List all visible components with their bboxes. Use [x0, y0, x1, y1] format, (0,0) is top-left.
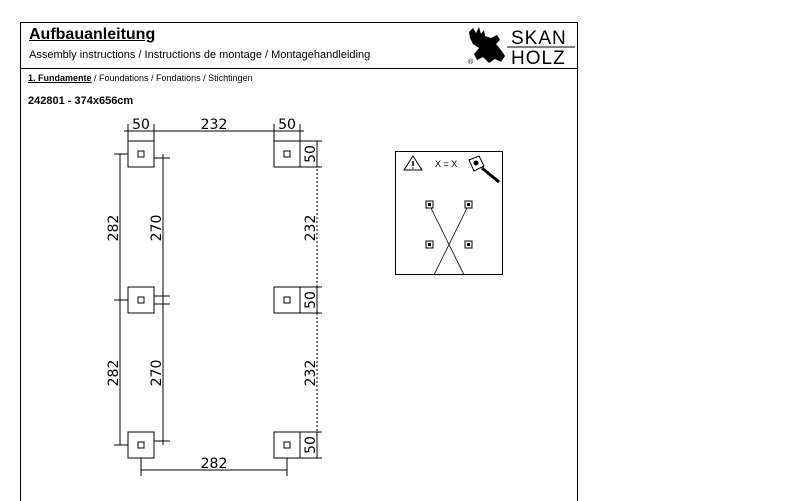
section-translations: / Foundations / Fondations / Stichtingen	[91, 73, 253, 83]
dim-label: 282	[200, 456, 228, 472]
foundation-block	[274, 432, 300, 458]
model-number: 242801 - 374x656cm	[28, 95, 134, 107]
dim-label: 282	[106, 359, 122, 387]
page-subtitle: Assembly instructions / Instructions de montage / Montagehandleiding	[29, 49, 371, 61]
foundation-block	[128, 141, 154, 167]
foundation-block	[128, 287, 154, 313]
dim-label: 270	[149, 214, 165, 242]
tape-measure-icon	[469, 156, 499, 182]
foundation-block	[274, 287, 300, 313]
dim-label: 50	[303, 145, 319, 163]
dim-label: 50	[132, 117, 150, 133]
dim-label: 50	[303, 436, 319, 454]
foundation-block	[274, 141, 300, 167]
section-main: 1. Fundamente	[28, 73, 92, 83]
dim-label: 270	[149, 359, 165, 387]
dim-label: 232	[303, 214, 319, 242]
diagonal-check-inset	[395, 151, 503, 275]
dim-label: 232	[200, 117, 228, 133]
page-title: Aufbauanleitung	[29, 26, 156, 43]
logo-text-top: SKAN	[511, 28, 567, 49]
dim-label: 282	[106, 214, 122, 242]
registered-mark: ®	[468, 59, 474, 66]
foundation-block	[128, 432, 154, 458]
warning-triangle-icon	[404, 156, 422, 170]
logo-text-bottom: HOLZ	[511, 48, 566, 66]
dim-label: 50	[303, 291, 319, 309]
diagonal-equation: X = X	[435, 159, 458, 169]
dim-label: 232	[303, 359, 319, 387]
dim-label: 50	[278, 117, 296, 133]
